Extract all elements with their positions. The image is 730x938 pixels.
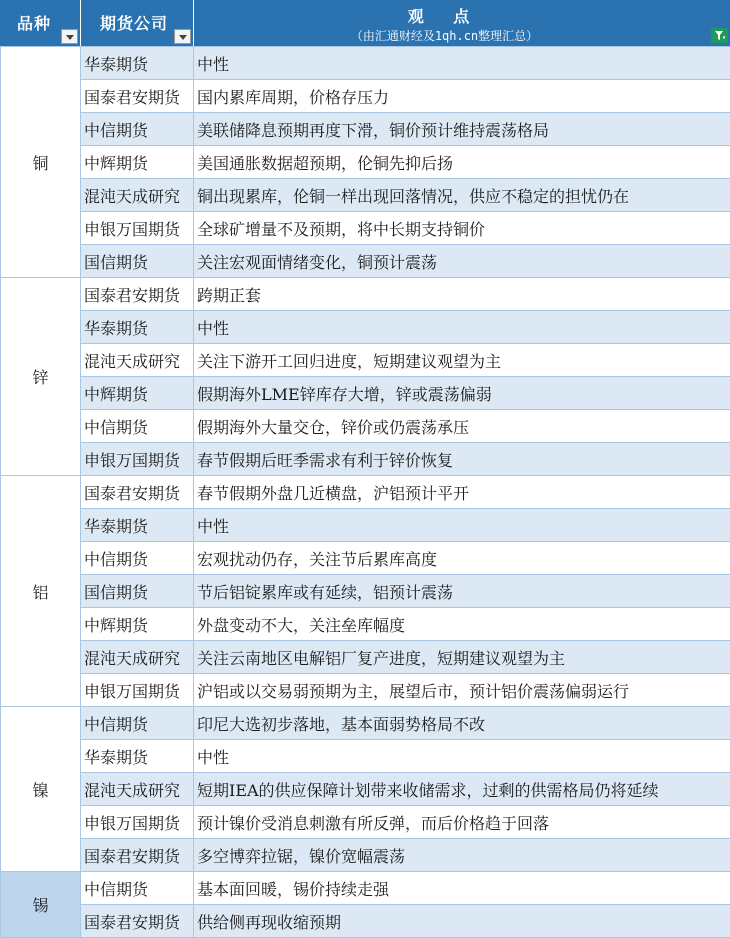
- table-row: [1, 707, 730, 740]
- variety-cell[interactable]: 铜: [1, 47, 81, 278]
- view-cell[interactable]: 短期IEA的供应保障计划带来收储需求，过剩的供需格局仍将延续: [194, 773, 730, 806]
- table-row: [1, 575, 730, 608]
- company-cell[interactable]: 国信期货: [81, 245, 194, 278]
- view-cell[interactable]: 铜出现累库，伦铜一样出现回落情况，供应不稳定的担忧仍在: [194, 179, 730, 212]
- company-cell[interactable]: 中信期货: [81, 410, 194, 443]
- company-cell[interactable]: 国泰君安期货: [81, 476, 194, 509]
- header-view-label: 观 点: [407, 7, 482, 26]
- table-row: [1, 344, 730, 377]
- company-cell[interactable]: 国泰君安期货: [81, 278, 194, 311]
- table-row: [1, 443, 730, 476]
- company-cell[interactable]: 申银万国期货: [81, 212, 194, 245]
- view-cell[interactable]: 基本面回暖，锡价持续走强: [194, 872, 730, 905]
- view-cell[interactable]: 沪铝或以交易弱预期为主，展望后市，预计铝价震荡偏弱运行: [194, 674, 730, 707]
- view-cell[interactable]: 假期海外大量交仓，锌价或仍震荡承压: [194, 410, 730, 443]
- view-cell[interactable]: 关注宏观面情绪变化，铜预计震荡: [194, 245, 730, 278]
- company-cell[interactable]: 华泰期货: [81, 740, 194, 773]
- table-row: [1, 377, 730, 410]
- view-cell[interactable]: 美联储降息预期再度下滑，铜价预计维持震荡格局: [194, 113, 730, 146]
- company-cell[interactable]: 中信期货: [81, 872, 194, 905]
- company-cell[interactable]: 华泰期货: [81, 47, 194, 80]
- view-cell[interactable]: 中性: [194, 311, 730, 344]
- table-row: [1, 773, 730, 806]
- table-row: [1, 509, 730, 542]
- company-cell[interactable]: 申银万国期货: [81, 443, 194, 476]
- view-cell[interactable]: 多空博弈拉锯，镍价宽幅震荡: [194, 839, 730, 872]
- company-cell[interactable]: 中信期货: [81, 707, 194, 740]
- company-cell[interactable]: 中辉期货: [81, 608, 194, 641]
- view-cell[interactable]: 美国通胀数据超预期，伦铜先抑后扬: [194, 146, 730, 179]
- table-row: [1, 113, 730, 146]
- view-cell[interactable]: 预计镍价受消息刺激有所反弹，而后价格趋于回落: [194, 806, 730, 839]
- header-company-cell: [80, 0, 194, 46]
- company-cell[interactable]: 混沌天成研究: [81, 179, 194, 212]
- variety-cell[interactable]: 锌: [1, 278, 81, 476]
- view-cell[interactable]: 外盘变动不大，关注垒库幅度: [194, 608, 730, 641]
- table-row: [1, 542, 730, 575]
- header-row: [0, 0, 730, 46]
- table-row: [1, 641, 730, 674]
- table-row: [1, 608, 730, 641]
- view-cell[interactable]: 关注下游开工回归进度，短期建议观望为主: [194, 344, 730, 377]
- company-cell[interactable]: 华泰期货: [81, 509, 194, 542]
- view-cell[interactable]: 中性: [194, 740, 730, 773]
- view-cell[interactable]: 春节假期后旺季需求有利于锌价恢复: [194, 443, 730, 476]
- table-row: [1, 839, 730, 872]
- company-cell[interactable]: 混沌天成研究: [81, 641, 194, 674]
- view-cell[interactable]: 供给侧再现收缩预期: [194, 905, 730, 938]
- company-cell[interactable]: 国泰君安期货: [81, 839, 194, 872]
- table-row: [1, 212, 730, 245]
- company-cell[interactable]: 国信期货: [81, 575, 194, 608]
- table-row: [1, 278, 730, 311]
- table-row: [1, 146, 730, 179]
- view-cell[interactable]: 中性: [194, 47, 730, 80]
- view-cell[interactable]: 宏观扰动仍存，关注节后累库高度: [194, 542, 730, 575]
- opinions-table: [0, 46, 730, 938]
- company-cell[interactable]: 国泰君安期货: [81, 905, 194, 938]
- table-row: [1, 872, 730, 905]
- filter-active-icon[interactable]: [711, 28, 728, 43]
- header-variety-label: 品种: [17, 14, 52, 33]
- company-cell[interactable]: 申银万国期货: [81, 674, 194, 707]
- view-cell[interactable]: 印尼大选初步落地，基本面弱势格局不改: [194, 707, 730, 740]
- company-cell[interactable]: 混沌天成研究: [81, 773, 194, 806]
- table-row: [1, 245, 730, 278]
- company-cell[interactable]: 中辉期货: [81, 146, 194, 179]
- table-row: [1, 905, 730, 938]
- header-company-label: 期货公司: [100, 14, 169, 33]
- table-row: [1, 806, 730, 839]
- variety-cell[interactable]: 镍: [1, 707, 81, 872]
- table-row: [1, 47, 730, 80]
- view-cell[interactable]: 节后铝锭累库或有延续，铝预计震荡: [194, 575, 730, 608]
- company-cell[interactable]: 中信期货: [81, 113, 194, 146]
- company-cell[interactable]: 混沌天成研究: [81, 344, 194, 377]
- table-row: [1, 410, 730, 443]
- header-view-cell: [193, 0, 730, 46]
- header-view-subtitle: （由汇通财经及1qh.cn整理汇总）: [350, 29, 539, 43]
- table-row: [1, 179, 730, 212]
- view-cell[interactable]: 关注云南地区电解铝厂复产进度，短期建议观望为主: [194, 641, 730, 674]
- company-cell[interactable]: 申银万国期货: [81, 806, 194, 839]
- variety-cell[interactable]: 锡: [1, 872, 81, 938]
- view-cell[interactable]: 假期海外LME锌库存大增，锌或震荡偏弱: [194, 377, 730, 410]
- view-cell[interactable]: 春节假期外盘几近横盘，沪铝预计平开: [194, 476, 730, 509]
- variety-cell[interactable]: 铝: [1, 476, 81, 707]
- table-row: [1, 311, 730, 344]
- table-row: [1, 674, 730, 707]
- company-cell[interactable]: 国泰君安期货: [81, 80, 194, 113]
- table-row: [1, 740, 730, 773]
- table-row: [1, 476, 730, 509]
- view-cell[interactable]: 国内累库周期，价格存压力: [194, 80, 730, 113]
- view-cell[interactable]: 中性: [194, 509, 730, 542]
- view-cell[interactable]: 全球矿增量不及预期，将中长期支持铜价: [194, 212, 730, 245]
- company-cell[interactable]: 华泰期货: [81, 311, 194, 344]
- header-variety-cell: [0, 0, 81, 46]
- view-cell[interactable]: 跨期正套: [194, 278, 730, 311]
- dropdown-arrow-icon[interactable]: [61, 29, 78, 44]
- company-cell[interactable]: 中信期货: [81, 542, 194, 575]
- dropdown-arrow-icon[interactable]: [174, 29, 191, 44]
- company-cell[interactable]: 中辉期货: [81, 377, 194, 410]
- table-row: [1, 80, 730, 113]
